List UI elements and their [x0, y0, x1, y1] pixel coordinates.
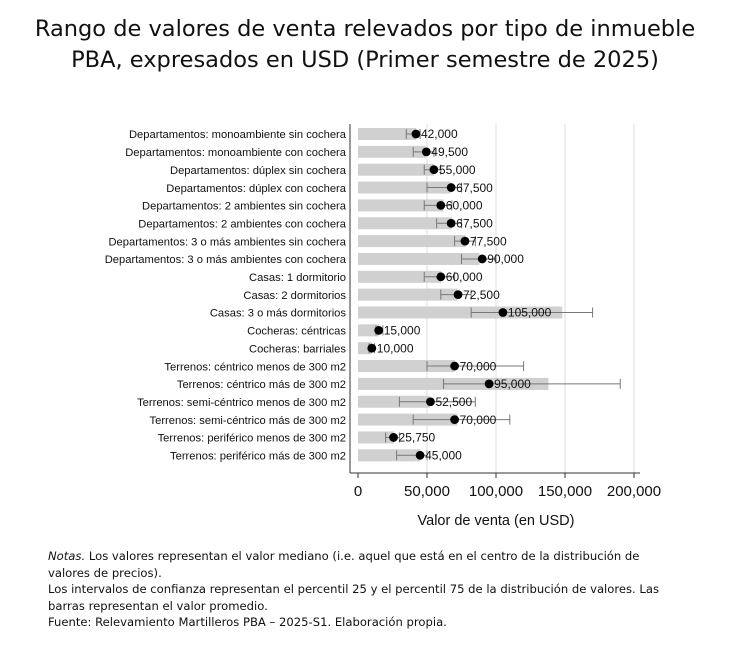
median-point [499, 308, 508, 317]
category-label: Terrenos: periférico menos de 300 m2 [157, 432, 346, 445]
x-tick-label: 100,000 [468, 483, 524, 500]
chart-title-line-1: Rango de valores de venta relevados por tipo de inmueble [34, 16, 696, 42]
category-label: Terrenos: céntrico más de 300 m2 [176, 379, 346, 392]
data-label: 60,000 [445, 270, 483, 284]
bar [358, 164, 434, 176]
category-label: Cocheras: barriales [248, 343, 346, 356]
median-point [450, 415, 459, 424]
data-label: 55,000 [438, 162, 476, 177]
notes-paragraph-1 [48, 548, 668, 581]
notes-line-1: Los valores representan el valor mediano (i.e. aquel que está en el centro de la distribución de valores de precios). [48, 549, 640, 580]
data-label: 72,500 [463, 287, 500, 302]
median-point [485, 380, 494, 389]
notes [48, 548, 668, 631]
category-label: Departamentos: 3 o más ambientes sin cochera [108, 236, 346, 249]
x-tick-label: 0 [353, 483, 363, 500]
median-point [447, 219, 456, 228]
category-label: Departamentos: 2 ambientes sin cochera [142, 200, 346, 213]
x-tick-label: 50,000 [404, 483, 450, 500]
data-label: 70,000 [459, 412, 497, 427]
data-label: 77,500 [469, 234, 507, 249]
data-label: 52,500 [435, 394, 473, 409]
median-point [416, 451, 425, 460]
category-label: Cocheras: céntricas [247, 325, 346, 338]
median-point [412, 130, 421, 139]
median-point [436, 201, 445, 210]
category-label: Terrenos: periférico más de 300 m2 [170, 450, 346, 463]
category-label: Casas: 3 o más dormitorios [209, 307, 346, 320]
category-label: Casas: 2 dormitorios [243, 289, 346, 302]
category-label: Departamentos: 3 o más ambientes con cochera [104, 254, 346, 267]
data-label: 15,000 [383, 323, 421, 338]
median-point [374, 326, 383, 335]
data-label: 49,500 [431, 145, 469, 160]
data-label: 42,000 [420, 127, 458, 142]
category-label-layer [105, 129, 347, 462]
category-label: Departamentos: dúplex con cochera [166, 182, 346, 195]
data-label: 10,000 [376, 341, 414, 356]
median-point [426, 397, 435, 406]
chart-title-line-2: PBA, expresados en USD (Primer semestre de 2025) [71, 47, 659, 73]
median-point [389, 433, 398, 442]
category-label: Departamentos: monoambiente con cochera [125, 147, 346, 160]
category-label: Departamentos: 2 ambientes con cochera [138, 218, 346, 231]
data-label: 67,500 [456, 180, 493, 195]
median-point [454, 290, 463, 299]
median-point [367, 344, 376, 353]
data-label: 90,000 [487, 252, 524, 267]
category-label: Terrenos: céntrico menos de 300 m2 [164, 361, 346, 374]
notes-line-2: Los intervalos de confianza representan el percentil 25 y el percentil 75 de la distribución de valores. Las barras representan el valor promedio. [48, 582, 660, 613]
data-label: 70,000 [459, 359, 497, 374]
median-point [461, 237, 470, 246]
category-label: Terrenos: semi-céntrico más de 300 m2 [149, 414, 346, 427]
x-axis-label: Valor de venta (en USD) [417, 513, 575, 529]
data-label: 45,000 [425, 448, 462, 463]
median-point [447, 183, 456, 192]
x-tick-label: 200,000 [606, 483, 662, 500]
data-label: 105,000 [507, 305, 552, 320]
category-label: Departamentos: dúplex sin cochera [170, 164, 346, 177]
median-point [450, 362, 459, 371]
notes-label: Notas. [48, 549, 86, 563]
median-point [436, 272, 445, 281]
notes-line-3: Fuente: Relevamiento Martilleros PBA – 2025-S1. Elaboración propia. [48, 615, 447, 629]
data-label: 95,000 [494, 377, 531, 392]
data-label: 67,500 [456, 216, 493, 231]
x-tick-label: 150,000 [537, 483, 593, 500]
category-label: Casas: 1 dormitorio [249, 272, 346, 284]
median-point [430, 165, 439, 174]
median-point [478, 255, 487, 264]
data-label: 60,000 [445, 198, 483, 213]
data-label: 25,750 [398, 430, 436, 445]
category-label: Terrenos: semi-céntrico menos de 300 m2 [137, 396, 346, 409]
median-point [422, 147, 431, 156]
category-label: Departamentos: monoambiente sin cochera [128, 129, 346, 142]
bar [358, 235, 466, 247]
